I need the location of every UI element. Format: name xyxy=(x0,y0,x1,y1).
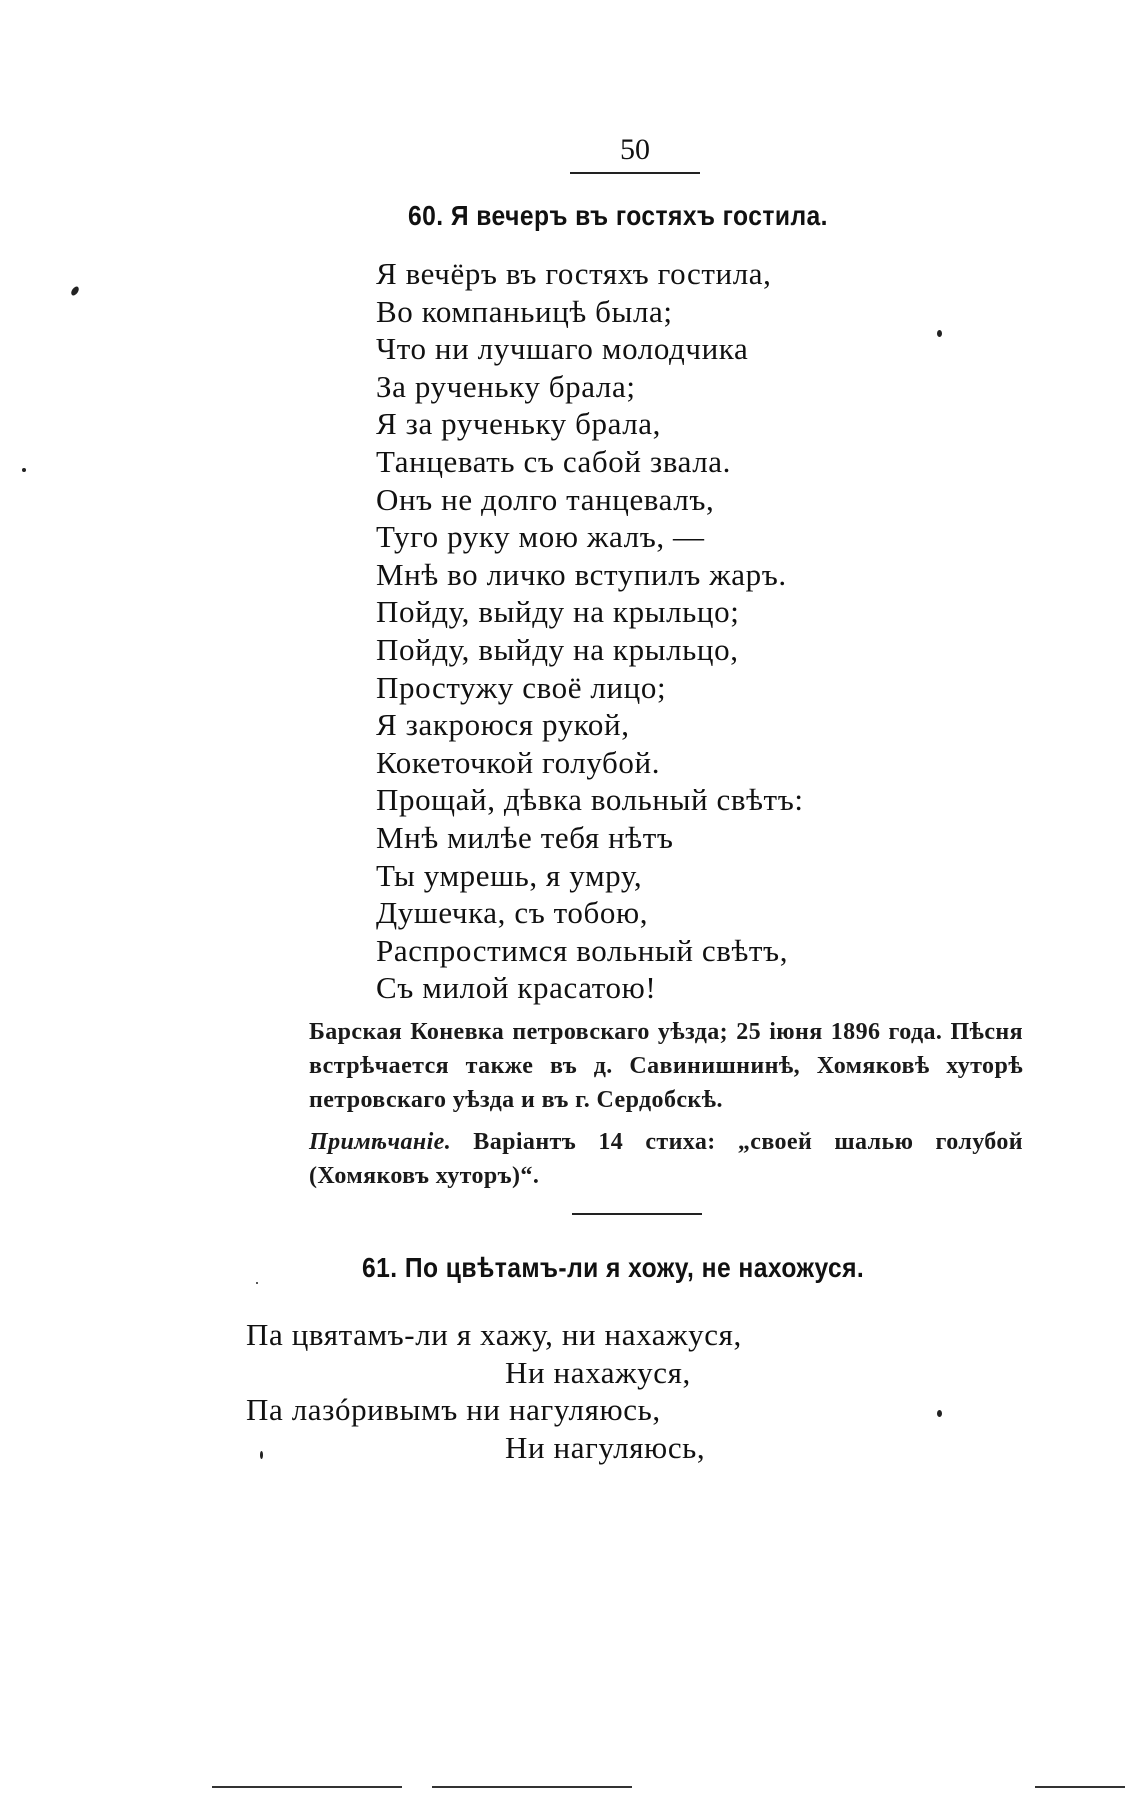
source-note: Барская Коневка петровскаго уѣзда; 25 іюня 1896 года. Пѣсня встрѣчается также въ д. Савинишнинѣ, Хомяковѣ хуторѣ петровскаго уѣзда и въ г. Сердобскѣ. xyxy=(309,1019,1023,1113)
verse-line: Я вечёръ въ гостяхъ гостила, xyxy=(376,256,772,291)
bottom-rule-mid xyxy=(432,1786,632,1788)
verse-line: Прощай, дѣвка вольный свѣтъ: xyxy=(376,782,804,818)
song-61-verse xyxy=(246,1316,742,1466)
scan-speck xyxy=(937,1410,942,1417)
scan-speck xyxy=(937,330,942,337)
verse-line: Во компаньицѣ была; xyxy=(376,293,673,329)
song-60-title: 60. Я вечеръ въ гостяхъ гостила. xyxy=(408,200,828,231)
verse-line: Туго руку мою жалъ, — xyxy=(376,519,705,555)
verse-line-refrain: Ни нахажуся, xyxy=(505,1354,691,1390)
scan-speck xyxy=(70,285,81,297)
song-60-notes xyxy=(309,1015,1023,1193)
page-number: 50 xyxy=(620,133,650,166)
verse-line: Танцевать съ сабой звала. xyxy=(376,443,732,479)
page-number-rule xyxy=(570,172,700,174)
verse-line: Душечка, съ тобою, xyxy=(376,895,649,931)
verse-line: Па лазóривымъ ни нагуляюсь, xyxy=(246,1392,661,1428)
scan-speck xyxy=(22,468,26,472)
bottom-rule-left xyxy=(212,1786,402,1788)
verse-line: Пойду, выйду на крыльцо, xyxy=(376,631,739,667)
verse-line: Я закроюся рукой, xyxy=(376,707,630,743)
verse-line-refrain: Ни нагуляюсь, xyxy=(505,1429,706,1465)
verse-line: Что ни лучшаго молодчика xyxy=(376,331,749,367)
song-61-title: 61. По цвѣтамъ-ли я хожу, не нахожуся. xyxy=(362,1252,865,1283)
scan-speck xyxy=(260,1451,263,1459)
verse-line: Съ милой красатою! xyxy=(376,970,657,1006)
verse-line: Я за рученьку брала, xyxy=(376,406,662,442)
remark-label: Примѣчаніе. xyxy=(309,1129,452,1155)
verse-line: Распростимся вольный свѣтъ, xyxy=(376,932,789,968)
song-60-verse xyxy=(376,255,804,1007)
verse-line: Мнѣ во личко вступилъ жаръ. xyxy=(376,556,787,592)
verse-line: Мнѣ милѣе тебя нѣтъ xyxy=(376,819,674,855)
remark-text: Варіантъ 14 стиха: „своей шалью голубой (Хомяковъ хуторъ)“. xyxy=(309,1129,1023,1189)
scan-speck xyxy=(256,1282,258,1284)
verse-line: Пойду, выйду на крыльцо; xyxy=(376,594,740,630)
verse-line: Простужу своё лицо; xyxy=(376,669,667,705)
verse-line: Ты умрешь, я умру, xyxy=(376,857,643,893)
verse-line: За рученьку брала; xyxy=(376,368,636,404)
verse-line: Онъ не долго танцевалъ, xyxy=(376,481,715,517)
bottom-rule-right xyxy=(1035,1786,1125,1788)
section-divider xyxy=(572,1213,702,1215)
verse-line: Па цвятамъ-ли я хажу, ни нахажуся, xyxy=(246,1317,742,1352)
remark-note xyxy=(309,1125,1023,1193)
verse-line: Кокеточкой голубой. xyxy=(376,744,661,780)
